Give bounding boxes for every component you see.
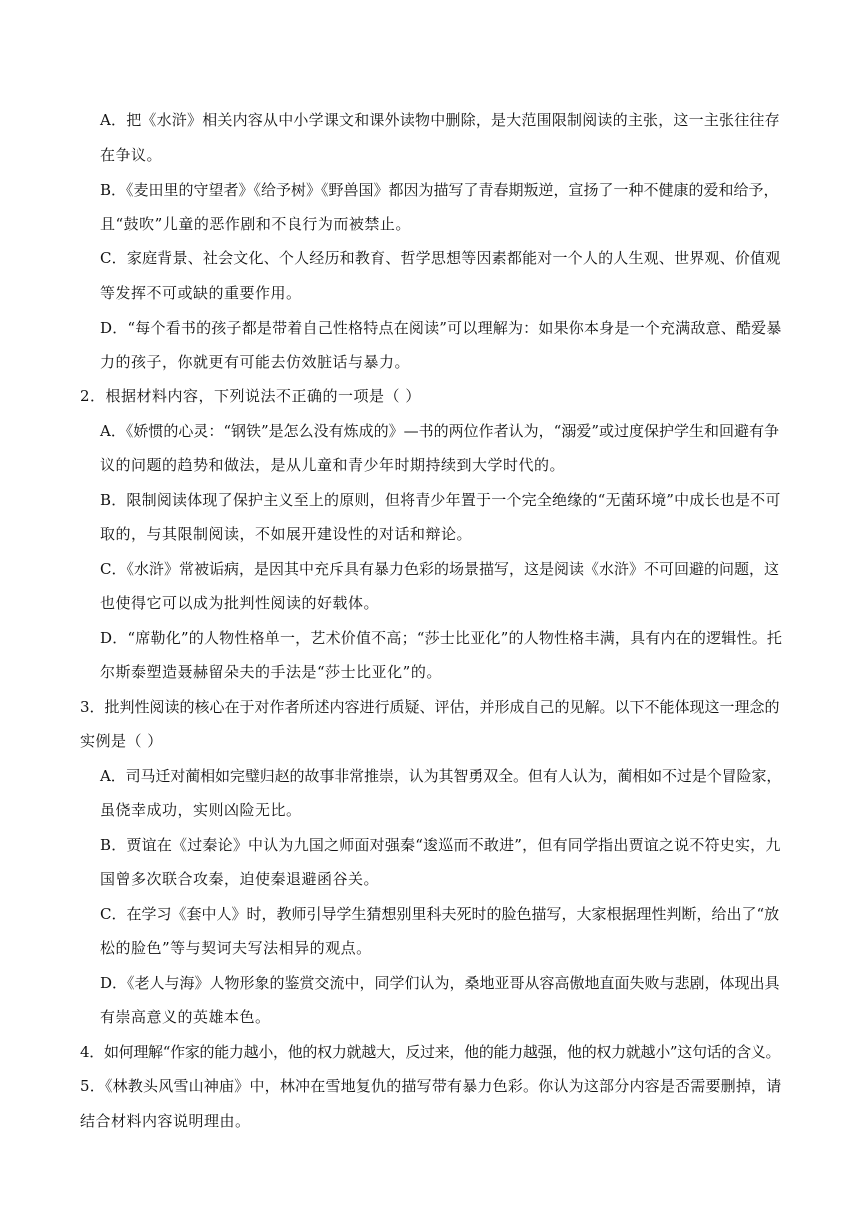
option-1b-line-2: 且“鼓吹”儿童的恶作剧和不良行为而被禁止。 [100,215,411,233]
option-1b-line-1: B．《麦田里的守望者》《给予树》《野兽国》都因为描写了青春期叛逆，宣扬了一种不健康的爱和给予， [100,181,779,199]
option-2b-line-2: 取的，与其限制阅读，不如展开建设性的对话和辩论。 [100,525,473,543]
question-3-stem-line-1: 3．批判性阅读的核心在于对作者所述内容进行质疑、评估，并形成自己的见解。以下不能体现这一理念的 [80,698,780,716]
option-2a-line-1: A．《娇惯的心灵：“钢铁”是怎么没有炼成的》—书的两位作者认为，“溺爱”或过度保护学生和回避有争 [100,422,780,440]
option-1c-line-1: C．家庭背景、社会文化、个人经历和教育、哲学思想等因素都能对一个人的人生观、世界观、价值观 [100,249,781,267]
option-3d-line-1: D．《老人与海》人物形象的鉴赏交流中，同学们认为，桑地亚哥从容高傲地直面失败与悲剧，体现出具 [100,974,780,992]
option-2c-line-2: 也使得它可以成为批判性阅读的好载体。 [100,594,380,612]
option-1d-line-2: 力的孩子，你就更有可能去仿效脏话与暴力。 [100,353,411,371]
option-3a-line-2: 虽侥幸成功，实则凶险无比。 [100,801,302,819]
option-3a-line-1: A．司马迁对蔺相如完璧归赵的故事非常推崇，认为其智勇双全。但有人认为，蔺相如不过是个冒险家， [100,767,782,785]
option-1a-line-1: A．把《水浒》相关内容从中小学课文和课外读物中删除，是大范围限制阅读的主张，这一主张往往存 [100,111,780,129]
option-3b-line-1: B．贾谊在《过秦论》中认为九国之师面对强秦“逡巡而不敢进”，但有同学指出贾谊之说不符史实，九 [100,836,781,854]
option-3d-line-2: 有崇高意义的英雄本色。 [100,1008,271,1026]
question-4: 4．如何理解“作家的能力越小，他的权力就越大，反过来，他的能力越强，他的权力就越小”这句话的含义。 [80,1043,781,1061]
option-2a-line-2: 议的问题的趋势和做法，是从儿童和青少年时期持续到大学时代的。 [100,456,566,474]
question-3-stem-line-2: 实例是（ ） [80,732,163,750]
option-3b-line-2: 国曾多次联合攻秦，迫使秦退避函谷关。 [100,870,380,888]
option-2c-line-1: C．《水浒》常被诟病，是因其中充斥具有暴力色彩的场景描写，这是阅读《水浒》不可回避的问题，这 [100,560,779,578]
option-2d-line-1: D．“席勒化”的人物性格单一，艺术价值不高；“莎士比亚化”的人物性格丰满，具有内在的逻辑性。托 [100,629,783,647]
question-2-stem: 2．根据材料内容，下列说法不正确的一项是（ ） [80,387,421,405]
option-1d-line-1: D．“每个看书的孩子都是带着自己性格特点在阅读”可以理解为：如果你本身是一个充满敌意、酷爱暴 [100,319,782,337]
question-5-line-1: 5．《林教头风雪山神庙》中，林冲在雪地复仇的描写带有暴力色彩。你认为这部分内容是否需要删掉，请 [80,1077,782,1095]
question-5-line-2: 结合材料内容说明理由。 [80,1112,251,1130]
option-1a-line-2: 在争议。 [100,146,163,164]
option-3c-line-1: C．在学习《套中人》时，教师引导学生猜想别里科夫死时的脸色描写，大家根据理性判断，给出了“放 [100,905,780,923]
option-1c-line-2: 等发挥不可或缺的重要作用。 [100,284,302,302]
option-2b-line-1: B．限制阅读体现了保护主义至上的原则，但将青少年置于一个完全绝缘的“无菌环境”中成长也是不可 [100,491,781,509]
option-2d-line-2: 尔斯泰塑造聂赫留朵夫的手法是“莎士比亚化”的。 [100,663,442,681]
option-3c-line-2: 松的脸色”等与契诃夫写法相异的观点。 [100,939,372,957]
